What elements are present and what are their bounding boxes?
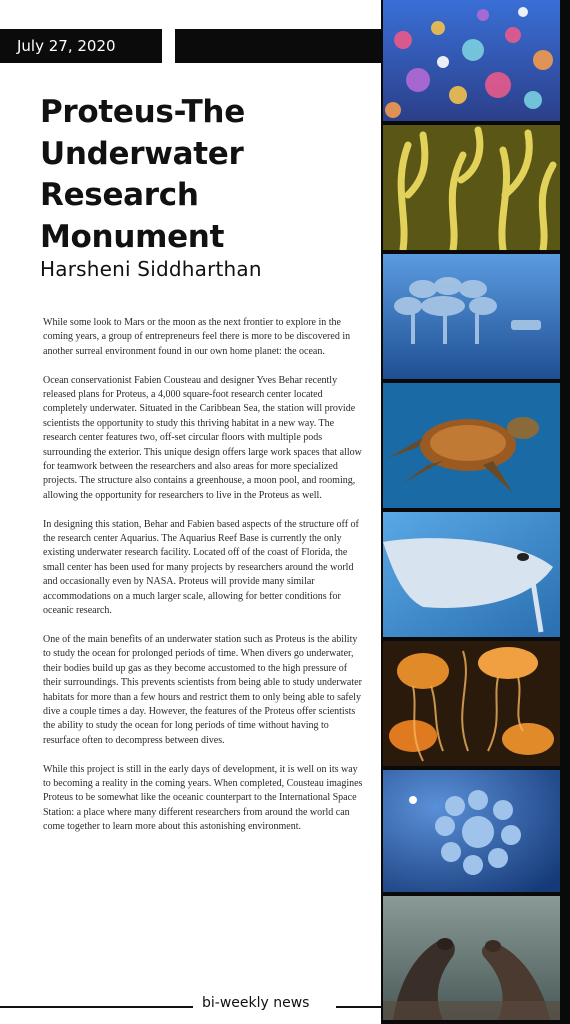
jellyfish-photo <box>383 641 560 766</box>
paragraph: While some look to Mars or the moon as the next frontier to explore in the coming years, a group of entrepreneurs feel there is more to be discovered in another surreal environment found in our own home planet: the ocean. <box>43 317 351 357</box>
coral-reef-photo <box>383 0 560 121</box>
footer-divider-right <box>336 1006 384 1008</box>
paragraph: Ocean conservationist Fabien Cousteau and designer Yves Behar recently released plans for Proteus, a 4,000 square-foot research center located completely underwater. Situated in the Caribbean Sea, the station will provide scientists the opportunity to study this thriving habitat in a new way. The research center features two, off-set circular floors with multiple pods surrounding the exterior. This unique design offers large work spaces that allow for teamwork between the researchers and also areas for more specialized projects. The structure also contains a greenhouse, a moon pool, and rooming, allowing the opportunity for researchers to live in the Proteus as well. <box>43 374 362 501</box>
paragraph: In designing this station, Behar and Fabien based aspects of the structure off of the research center Aquarius. The Aquarius Reef Base is currently the only existing underwater research facility. Located off of the coast of Florida, the small center has been used for many projects by researchers around the world and occasionally even by NASA. Proteus will provide many similar accommodations on a much larger scale, allowing for better conditions for oceanic research. <box>43 518 359 617</box>
proteus-station-photo <box>383 254 560 379</box>
paragraph: While this project is still in the early days of development, it is well on its way to becoming a reality in the coming years. When completed, Cousteau imagines Proteus to be somewhat like the oceanic counterpart to the International Space Station: a place where many different researchers from around the world can come together to learn more about this astonishing environment. <box>43 763 363 833</box>
footer-divider-left <box>0 1006 193 1008</box>
footer-label: bi-weekly news <box>202 995 310 1011</box>
article-author: Harsheni Siddharthan <box>40 257 262 281</box>
paragraph: One of the main benefits of an underwater station such as Proteus is the ability to study the ocean for prolonged periods of time. When divers go underwater, their bodies build up gas as they become accustomed to the high pressure of their surroundings. This prevents scientists from being able to study underwater habitats for more than a few hours and restrict them to only being able to safely dive a couple times a day. However, the features of the Proteus offer scientists the ability to study the ocean for long periods of time without having to resurface often to decompress between dives. <box>43 633 362 746</box>
manta-ray-photo <box>383 512 560 637</box>
yellow-coral-photo <box>383 125 560 250</box>
publish-date: July 27, 2020 <box>17 37 116 55</box>
sea-lions-photo <box>383 896 560 1020</box>
article-body <box>43 316 365 849</box>
flower-module-photo <box>383 770 560 892</box>
sea-turtle-photo <box>383 383 560 508</box>
date-banner <box>0 29 162 63</box>
article-title: Proteus-The Underwater Research Monument <box>40 94 245 255</box>
